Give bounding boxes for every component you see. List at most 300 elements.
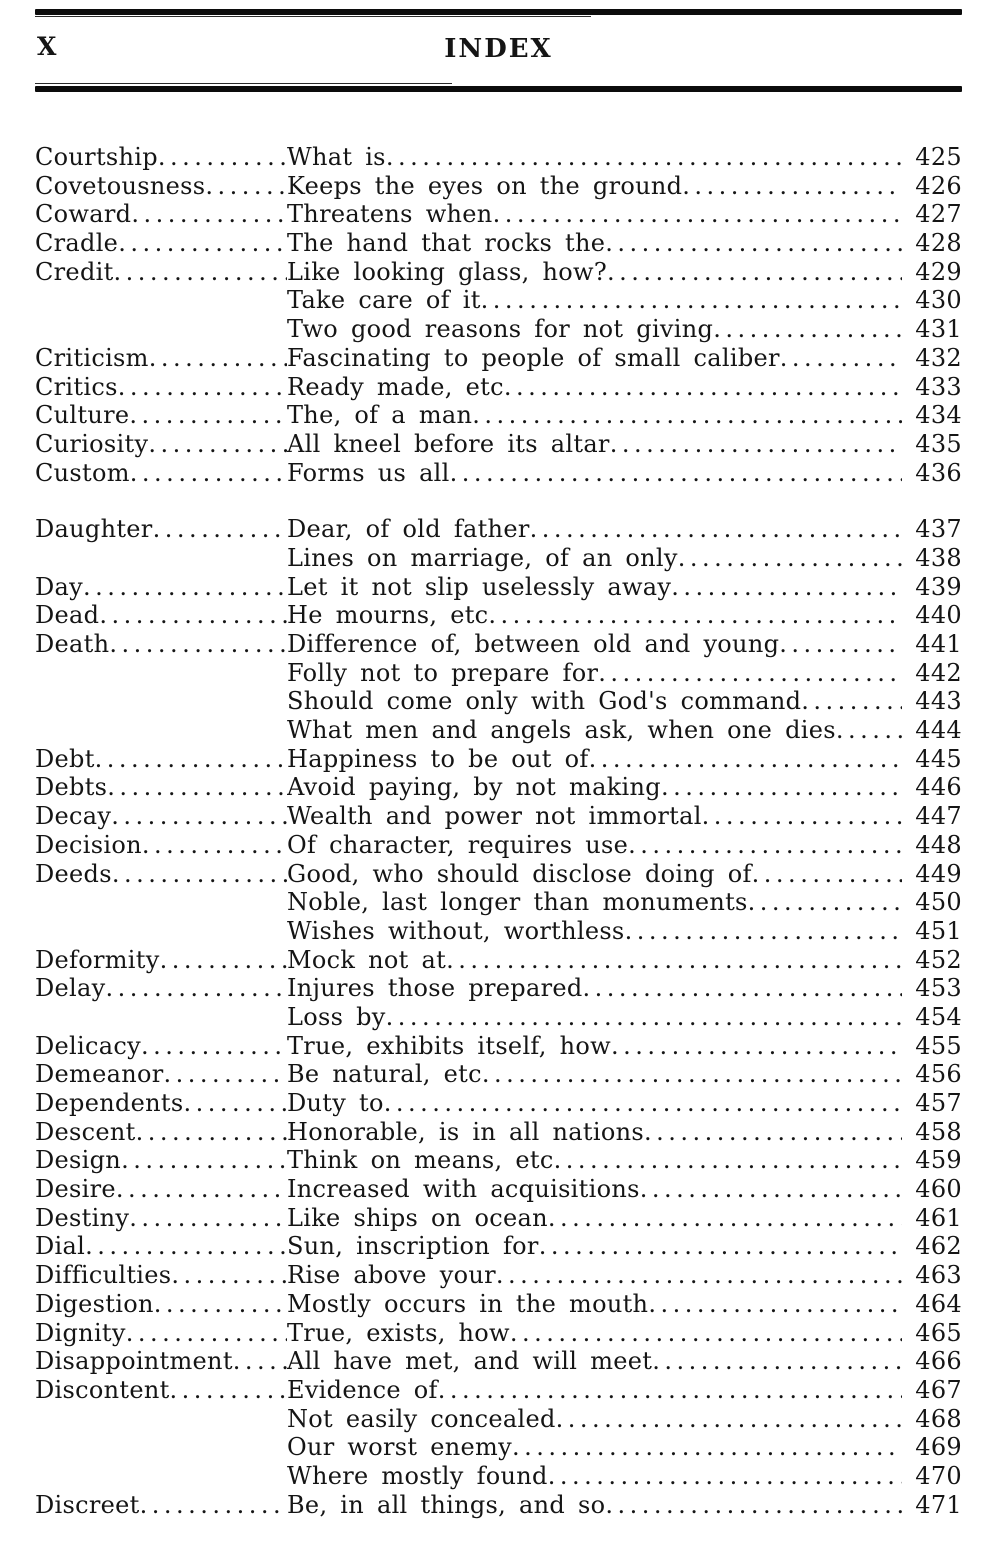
index-page-number: 457	[915, 1089, 962, 1117]
top-rule	[35, 9, 962, 15]
description-text: Threatens when	[287, 200, 493, 229]
description-text: Happiness to be out of	[287, 744, 589, 773]
description-text: What is	[287, 143, 386, 171]
description-text: Noble, last longer than monuments	[287, 888, 748, 917]
index-row	[35, 1433, 962, 1462]
dot-leader	[752, 860, 902, 888]
index-term	[35, 1032, 287, 1060]
description-text: Let it not slip uselessly away	[287, 572, 672, 601]
index-description	[287, 1060, 902, 1088]
index-description	[287, 716, 902, 744]
index-row	[35, 373, 962, 402]
dot-leader	[607, 258, 902, 286]
index-row	[35, 1462, 962, 1491]
index-page-number: 469	[915, 1433, 962, 1462]
dot-leader	[678, 544, 902, 572]
index-row	[35, 1175, 962, 1204]
dot-leader	[170, 1376, 287, 1404]
index-page-number: 433	[915, 372, 962, 401]
dot-leader	[183, 1089, 287, 1117]
index-term	[35, 831, 287, 859]
dot-leader	[131, 200, 287, 228]
dot-leader	[780, 344, 902, 372]
index-page-number: 438	[915, 543, 962, 572]
index-row	[35, 229, 962, 258]
dot-leader	[129, 1204, 287, 1232]
dot-leader	[149, 344, 287, 372]
dot-leader	[95, 745, 287, 773]
dot-leader	[583, 974, 902, 1002]
index-description	[287, 1462, 902, 1490]
index-page-number: 436	[915, 458, 962, 487]
index-page-number: 455	[915, 1031, 962, 1060]
index-row	[35, 1261, 962, 1290]
dot-leader	[530, 515, 902, 543]
description-text: Where mostly found	[287, 1461, 548, 1490]
dot-leader	[85, 1232, 287, 1260]
term-text: Critics	[35, 372, 118, 401]
description-text: The, of a man	[287, 401, 473, 430]
dot-leader	[605, 1491, 902, 1519]
term-text: Covetousness	[35, 171, 206, 200]
description-text: Lines on marriage, of an only	[287, 543, 678, 572]
dot-leader	[136, 1118, 287, 1146]
index-row	[35, 630, 962, 659]
index-row	[35, 1146, 962, 1175]
description-text: Evidence of	[287, 1375, 438, 1404]
term-text: Custom	[35, 458, 130, 487]
index-row	[35, 315, 962, 344]
index-term	[35, 1118, 287, 1146]
index-description	[287, 315, 902, 343]
index-description	[287, 1204, 902, 1232]
index-row	[35, 1376, 962, 1405]
term-text: Discontent	[35, 1375, 170, 1404]
index-term	[35, 1175, 287, 1203]
dot-leader	[438, 1376, 902, 1404]
index-page-number: 458	[915, 1117, 962, 1146]
description-text: Increased with acquisitions	[287, 1175, 640, 1204]
dot-leader	[628, 831, 902, 859]
index-page-number: 449	[915, 859, 962, 888]
index-description	[287, 344, 902, 372]
index-row	[35, 1319, 962, 1348]
index-description	[287, 1146, 902, 1174]
index-description	[287, 974, 902, 1002]
dot-leader	[605, 229, 902, 257]
index-term	[35, 373, 287, 401]
dot-leader	[482, 1060, 902, 1088]
index-row	[35, 946, 962, 975]
index-page-number: 439	[915, 572, 962, 601]
description-text: Take care of it	[287, 286, 481, 315]
dot-leader	[682, 172, 902, 200]
term-text: Dependents	[35, 1089, 184, 1117]
index-term	[35, 430, 287, 458]
index-entries	[35, 143, 962, 1519]
description-text: Two good reasons for not giving	[287, 315, 714, 344]
index-term	[35, 1089, 287, 1117]
dot-leader	[140, 1491, 287, 1519]
description-text: Be, in all things, and so	[287, 1490, 606, 1519]
dot-leader	[496, 1261, 902, 1289]
index-description	[287, 687, 902, 715]
index-term	[35, 143, 287, 171]
index-page-number: 443	[915, 687, 962, 716]
index-row	[35, 831, 962, 860]
description-text: What men and angels ask, when one dies	[287, 716, 836, 745]
dot-leader	[779, 630, 902, 658]
term-text: Descent	[35, 1117, 136, 1146]
index-row	[35, 745, 962, 774]
term-text: Difficulties	[35, 1261, 172, 1290]
description-text: Of character, requires use	[287, 830, 629, 859]
index-description	[287, 802, 902, 830]
index-description	[287, 946, 902, 974]
term-text: Deformity	[35, 945, 160, 974]
description-text: The hand that rocks the	[287, 229, 606, 258]
dot-leader	[648, 1290, 902, 1318]
description-text: Our worst enemy	[287, 1433, 512, 1462]
index-page-number: 461	[915, 1203, 962, 1232]
term-text: Demeanor	[35, 1060, 164, 1089]
description-text: Mock not at	[287, 945, 447, 974]
index-description	[287, 286, 902, 314]
index-term	[35, 1491, 287, 1519]
term-text: Debt	[35, 744, 95, 773]
dot-leader	[112, 860, 287, 888]
index-row	[35, 1232, 962, 1261]
dot-leader	[661, 773, 902, 801]
index-description	[287, 601, 902, 629]
dot-leader	[450, 459, 902, 487]
description-text: Be natural, etc	[287, 1060, 482, 1089]
dot-leader	[386, 143, 902, 171]
index-row	[35, 401, 962, 430]
index-description	[287, 1491, 902, 1519]
dot-leader	[539, 1232, 902, 1260]
index-description	[287, 373, 902, 401]
index-description	[287, 200, 902, 228]
index-page-number: 454	[915, 1002, 962, 1031]
index-page-number: 464	[915, 1289, 962, 1318]
index-page-number: 456	[915, 1060, 962, 1089]
index-term	[35, 401, 287, 429]
term-text: Death	[35, 630, 110, 658]
description-text: Duty to	[287, 1089, 384, 1117]
index-page-number: 470	[915, 1461, 962, 1490]
index-page-number: 467	[915, 1375, 962, 1404]
index-term	[35, 773, 287, 801]
index-row	[35, 258, 962, 287]
description-text: Honorable, is in all nations	[287, 1117, 644, 1146]
dot-leader	[141, 1032, 287, 1060]
index-row	[35, 1347, 962, 1376]
dot-leader	[836, 716, 902, 744]
term-text: Culture	[35, 401, 130, 430]
index-description	[287, 917, 902, 945]
dot-leader	[205, 172, 287, 200]
dot-leader	[109, 630, 287, 658]
index-page-number: 425	[915, 143, 962, 171]
term-text: Credit	[35, 257, 114, 286]
index-row	[35, 172, 962, 201]
dot-leader	[118, 373, 287, 401]
dot-leader	[121, 1146, 287, 1174]
header-rule	[35, 86, 962, 92]
index-description	[287, 1433, 902, 1461]
term-text: Day	[35, 572, 84, 601]
index-description	[287, 1118, 902, 1146]
term-text: Criticism	[35, 343, 149, 372]
dot-leader	[129, 401, 287, 429]
index-page-number: 442	[915, 658, 962, 687]
term-text: Delicacy	[35, 1031, 141, 1060]
page-title: INDEX	[444, 34, 553, 64]
index-row	[35, 802, 962, 831]
dot-leader	[386, 1003, 902, 1031]
index-page-number: 468	[915, 1404, 962, 1433]
index-description	[287, 172, 902, 200]
dot-leader	[148, 430, 287, 458]
index-term	[35, 860, 287, 888]
index-row	[35, 1118, 962, 1147]
dot-leader	[713, 315, 902, 343]
index-page-number: 430	[915, 286, 962, 315]
index-term	[35, 1347, 287, 1375]
index-description	[287, 860, 902, 888]
index-row	[35, 917, 962, 946]
index-term	[35, 344, 287, 372]
term-text: Dignity	[35, 1318, 126, 1347]
index-row	[35, 430, 962, 459]
description-text: Avoid paying, by not making	[287, 773, 661, 802]
term-text: Decay	[35, 802, 112, 831]
index-page-number: 459	[915, 1146, 962, 1175]
index-description	[287, 745, 902, 773]
description-text: All kneel before its altar	[287, 429, 610, 458]
dot-leader	[554, 1146, 902, 1174]
description-text: Should come only with God's command	[287, 687, 802, 716]
index-row	[35, 974, 962, 1003]
index-row	[35, 1491, 962, 1520]
dot-leader	[510, 1319, 902, 1347]
index-description	[287, 1376, 902, 1404]
index-page-number: 435	[915, 429, 962, 458]
index-description	[287, 1319, 902, 1347]
index-row	[35, 1003, 962, 1032]
term-text: Dial	[35, 1232, 86, 1261]
index-description	[287, 1232, 902, 1260]
index-description	[287, 430, 902, 458]
term-text: Delay	[35, 974, 106, 1003]
index-term	[35, 1319, 287, 1347]
index-term	[35, 745, 287, 773]
dot-leader	[671, 573, 902, 601]
term-text: Digestion	[35, 1289, 154, 1318]
index-page-number: 434	[915, 401, 962, 430]
index-term	[35, 601, 287, 629]
index-page-number: 466	[915, 1347, 962, 1376]
index-page-number: 427	[915, 200, 962, 229]
dot-leader	[625, 917, 902, 945]
index-description	[287, 773, 902, 801]
description-text: Forms us all	[287, 458, 450, 487]
dot-leader	[556, 1405, 902, 1433]
index-term	[35, 229, 287, 257]
term-text: Courtship	[35, 143, 158, 171]
index-term	[35, 1261, 287, 1289]
index-term	[35, 630, 287, 658]
dot-leader	[164, 1060, 288, 1088]
description-text: Sun, inscription for	[287, 1232, 539, 1261]
dot-leader	[83, 573, 287, 601]
description-text: Rise above your	[287, 1261, 496, 1290]
index-page-number: 450	[915, 888, 962, 917]
index-description	[287, 659, 902, 687]
index-page-number: 460	[915, 1175, 962, 1204]
index-page-number: 432	[915, 343, 962, 372]
index-row	[35, 1060, 962, 1089]
index-page-number: 437	[915, 515, 962, 544]
description-text: Loss by	[287, 1002, 386, 1031]
index-page-number: 471	[915, 1490, 962, 1519]
dot-leader	[114, 258, 287, 286]
dot-leader	[640, 1175, 902, 1203]
index-row	[35, 573, 962, 602]
index-term	[35, 573, 287, 601]
index-description	[287, 229, 902, 257]
term-text: Daughter	[35, 515, 153, 544]
term-text: Dead	[35, 601, 100, 630]
folio-roman-numeral: X	[37, 32, 58, 61]
dot-leader	[106, 974, 288, 1002]
index-page-number: 447	[915, 802, 962, 831]
description-text: Think on means, etc	[287, 1146, 554, 1175]
dot-leader	[548, 1462, 902, 1490]
term-text: Design	[35, 1146, 122, 1175]
index-row	[35, 773, 962, 802]
description-text: Like looking glass, how?	[287, 257, 607, 286]
dot-leader	[130, 459, 287, 487]
index-page-number: 444	[915, 716, 962, 745]
index-description	[287, 1290, 902, 1318]
dot-leader	[446, 946, 902, 974]
description-text: Like ships on ocean	[287, 1203, 548, 1232]
dot-leader	[512, 1433, 902, 1461]
description-text: True, exhibits itself, how	[287, 1031, 611, 1060]
dot-leader	[611, 1032, 902, 1060]
dot-leader	[504, 373, 902, 401]
index-term	[35, 172, 287, 200]
index-row	[35, 1032, 962, 1061]
index-row	[35, 1204, 962, 1233]
description-text: Good, who should disclose doing of	[287, 859, 752, 888]
term-text: Deeds	[35, 859, 112, 888]
description-text: Ready made, etc	[287, 372, 504, 401]
dot-leader	[142, 831, 287, 859]
description-text: Fascinating to people of small caliber	[287, 343, 780, 372]
index-row	[35, 143, 962, 172]
index-row	[35, 888, 962, 917]
dot-leader	[233, 1347, 287, 1375]
dot-leader	[702, 802, 902, 830]
index-row	[35, 286, 962, 315]
index-page-number: 462	[915, 1232, 962, 1261]
dot-leader	[118, 229, 287, 257]
index-description	[287, 1261, 902, 1289]
index-page-number: 446	[915, 773, 962, 802]
term-text: Curiosity	[35, 429, 149, 458]
dot-leader	[644, 1118, 902, 1146]
index-page-number: 428	[915, 229, 962, 258]
index-description	[287, 401, 902, 429]
dot-leader	[801, 687, 902, 715]
dot-leader	[384, 1089, 902, 1117]
dot-leader	[107, 773, 287, 801]
index-row	[35, 544, 962, 573]
index-page-number: 441	[915, 630, 962, 658]
index-description	[287, 1405, 902, 1433]
index-page-number: 453	[915, 974, 962, 1003]
dot-leader	[126, 1319, 287, 1347]
index-page-number: 431	[915, 315, 962, 344]
index-row	[35, 1089, 962, 1118]
dot-leader	[548, 1204, 902, 1232]
index-row	[35, 344, 962, 373]
index-term	[35, 1204, 287, 1232]
index-description	[287, 1347, 902, 1375]
index-page-number: 445	[915, 744, 962, 773]
description-text: Not easily concealed	[287, 1404, 556, 1433]
description-text: Mostly occurs in the mouth	[287, 1289, 649, 1318]
index-term	[35, 459, 287, 487]
index-description	[287, 515, 902, 543]
dot-leader	[116, 1175, 287, 1203]
dot-leader	[153, 515, 287, 543]
index-description	[287, 459, 902, 487]
index-page-number: 452	[915, 945, 962, 974]
dot-leader	[158, 143, 287, 171]
dot-leader	[472, 401, 902, 429]
description-text: True, exists, how	[287, 1318, 510, 1347]
index-row	[35, 687, 962, 716]
index-row	[35, 659, 962, 688]
index-row	[35, 860, 962, 889]
index-description	[287, 1032, 902, 1060]
dot-leader	[748, 888, 902, 916]
index-page-number: 465	[915, 1318, 962, 1347]
index-term	[35, 1146, 287, 1174]
description-text: Difference of, between old and young	[287, 630, 780, 658]
index-page-number: 426	[915, 171, 962, 200]
index-row	[35, 601, 962, 630]
index-row	[35, 716, 962, 745]
description-text: Wealth and power not immortal	[287, 802, 702, 831]
index-description	[287, 544, 902, 572]
description-text: He mourns, etc	[287, 601, 489, 630]
dot-leader	[481, 286, 902, 314]
index-term	[35, 200, 287, 228]
term-text: Decision	[35, 830, 142, 859]
dot-leader	[493, 200, 902, 228]
index-term	[35, 1060, 287, 1088]
index-row	[35, 515, 962, 544]
index-term	[35, 1290, 287, 1318]
dot-leader	[598, 659, 902, 687]
dot-leader	[652, 1347, 902, 1375]
index-term	[35, 1376, 287, 1404]
